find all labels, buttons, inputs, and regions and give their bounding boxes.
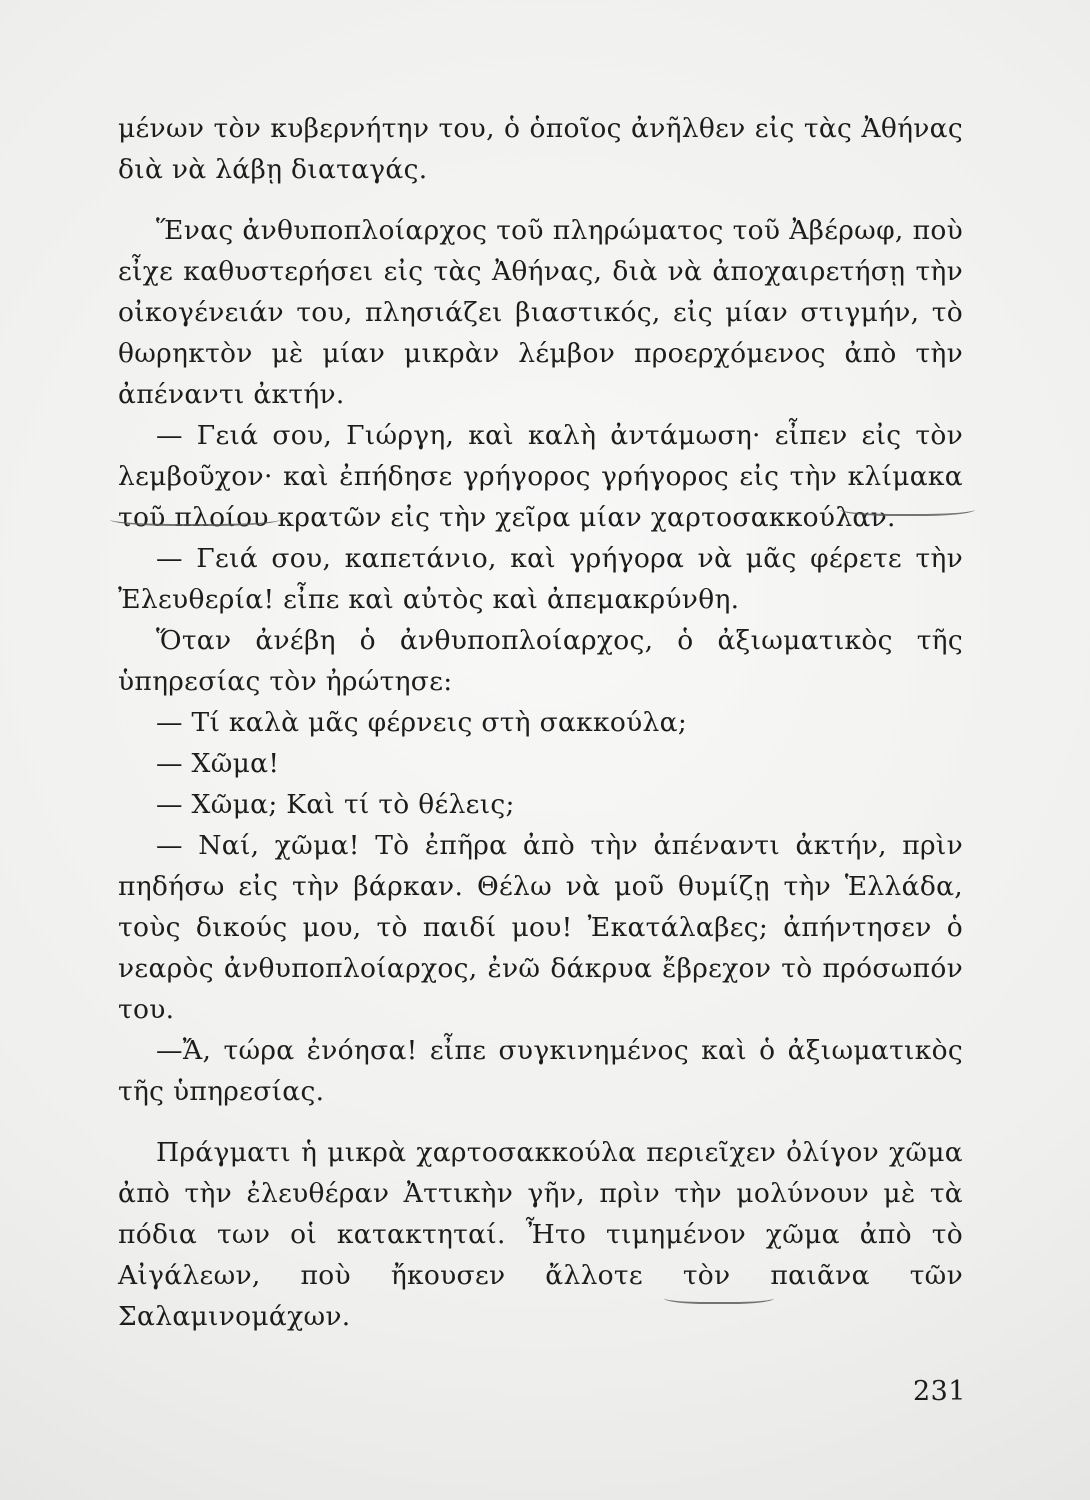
handwritten-underline-mark	[664, 1290, 774, 1304]
paragraph-11: Πράγματι ἡ μικρὰ χαρτοσακκούλα περιεῖχεν ὀλίγον χῶμα ἀπὸ τὴν ἐλευθέραν Ἀττικὴν γῆν, πρὶν τὴν μολύνουν μὲ τὰ πόδια των οἱ κατακτηταί. Ἦτο τιμημένον χῶμα ἀπὸ τὸ Αἰγάλεων, ποὺ ἤκουσεν ἄλλοτε τὸν παιᾶνα τῶν Σαλαμινομάχων.	[118, 1137, 963, 1332]
paragraph-8: — Χῶμα; Καὶ τί τὸ θέλεις;	[156, 789, 515, 820]
paragraph-7: — Χῶμα!	[156, 748, 280, 779]
handwritten-underline-mark	[840, 500, 975, 516]
paragraph-3: — Γειά σου, Γιώργη, καὶ καλὴ ἀντάμωση· εἶπεν εἰς τὸν λεμβοῦχον· καὶ ἐπήδησε γρήγορος γρήγορος εἰς τὴν κλίμακα τοῦ πλοίου κρατῶν εἰς τὴν χεῖρα μίαν χαρτοσακκούλαν.	[118, 420, 963, 533]
paragraph-6: — Τί καλὰ μᾶς φέρνεις στὴ σακκούλα;	[156, 707, 688, 738]
paragraph-5: Ὅταν ἀνέβη ὁ ἀνθυποπλοίαρχος, ὁ ἀξιωματικὸς τῆς ὑπηρεσίας τὸν ἠρώτησε:	[118, 625, 963, 697]
paragraph-9: — Ναί, χῶμα! Τὸ ἐπῆρα ἀπὸ τὴν ἀπέναντι ἀκτήν, πρὶν πηδήσω εἰς τὴν βάρκαν. Θέλω νὰ μοῦ θυμίζῃ τὴν Ἑλλάδα, τοὺς δικούς μου, τὸ παιδί μου! Ἐκατάλαβες; ἀπήντησεν ὁ νεαρὸς ἀνθυποπλοίαρχος, ἐνῶ δάκρυα ἔβρεχον τὸ πρόσωπόν του.	[118, 830, 963, 1025]
paragraph-10: —Ἄ, τώρα ἐνόησα! εἶπε συγκινημένος καὶ ὁ ἀξιωματικὸς τῆς ὑπηρεσίας.	[118, 1035, 963, 1107]
paragraph-1: μένων τὸν κυβερνήτην του, ὁ ὁποῖος ἀνῆλθεν εἰς τὰς Ἀθήνας διὰ νὰ λάβῃ διαταγάς.	[118, 113, 963, 185]
body-text	[118, 108, 963, 1337]
paragraph-2: Ἕνας ἀνθυποπλοίαρχος τοῦ πληρώματος τοῦ Ἀβέρωφ, ποὺ εἶχε καθυστερήσει εἰς τὰς Ἀθήνας, διὰ νὰ ἀποχαιρετήσῃ τὴν οἰκογένειάν του, πλησιάζει βιαστικός, εἰς μίαν στιγμήν, τὸ θωρηκτὸν μὲ μίαν μικρὰν λέμβον προερχόμενος ἀπὸ τὴν ἀπέναντι ἀκτήν.	[118, 215, 963, 410]
paragraph-4: — Γειά σου, καπετάνιο, καὶ γρήγορα νὰ μᾶς φέρετε τὴν Ἐλευθερία! εἶπε καὶ αὐτὸς καὶ ἀπεμακρύνθη.	[118, 543, 963, 615]
page-number: 231	[912, 1376, 966, 1407]
handwritten-underline-mark	[110, 510, 280, 526]
